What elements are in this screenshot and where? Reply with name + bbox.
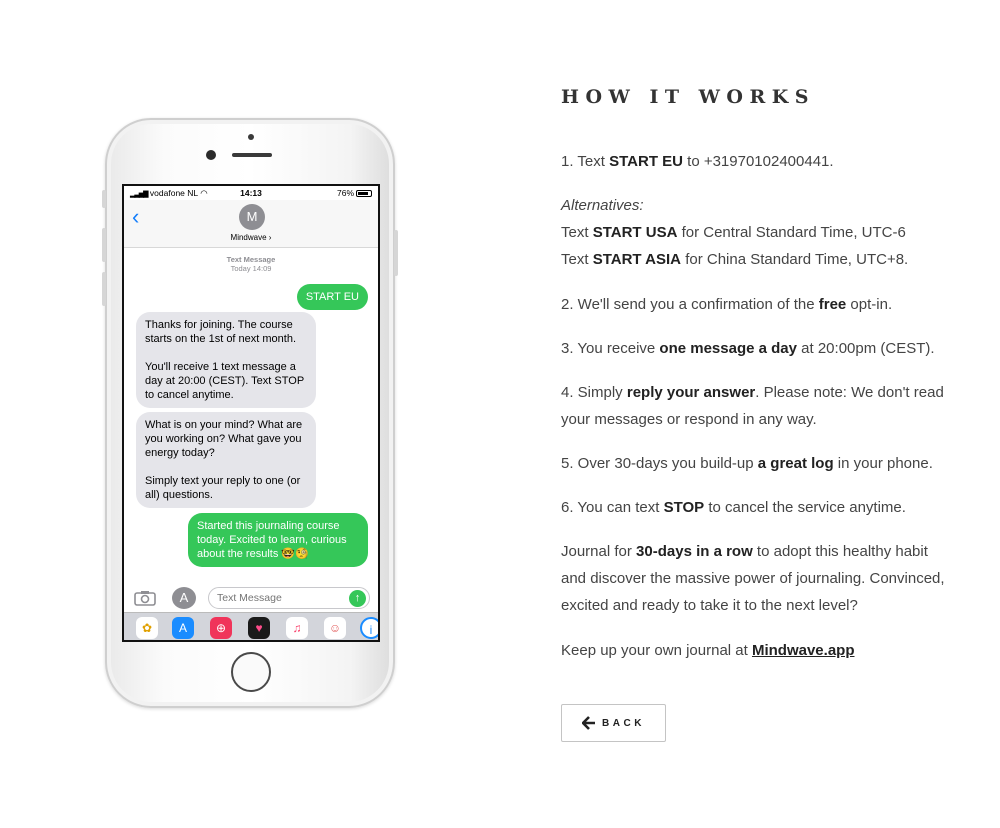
home-button — [231, 652, 271, 692]
mindwave-link[interactable]: Mindwave.app — [751, 642, 855, 659]
step-1: 1. Text START EU to +31970102400441. — [561, 153, 834, 170]
alternatives-label: Alternatives: — [561, 197, 644, 214]
phone-front-camera — [206, 150, 216, 160]
status-bar — [124, 186, 378, 200]
message-bubble-incoming: Thanks for joining. The course starts on the 1st of next month. You'll receive 1 text message a day at 20:00 (CEST). Text STOP to cancel anytime. — [136, 312, 316, 408]
camera-icon[interactable] — [134, 590, 156, 606]
avatar[interactable]: M — [239, 204, 265, 230]
message-thread — [124, 248, 378, 578]
phone-screen — [122, 184, 380, 642]
journal-paragraph: Journal for 30-days in a row to adopt this healthy habit and discover the massive power of journaling. Convinced, excited and ready to take it to the next level? — [561, 543, 945, 614]
search-app-icon[interactable]: ⊕ — [210, 617, 232, 639]
photos-app-icon[interactable]: ✿ — [136, 617, 158, 639]
step-3: 3. You receive one message a day at 20:00pm (CEST). — [561, 340, 935, 357]
arrow-left-icon — [582, 716, 596, 730]
message-bubble-outgoing: Started this journaling course today. Excited to learn, curious about the results 🤓🧐 — [188, 513, 368, 567]
alternatives-block: Alternatives: Text START USA for Central Standard Time, UTC-6 Text START ASIA for China Standard Time, UTC+8. — [561, 197, 909, 268]
phone-volume-up — [102, 228, 106, 262]
digital-touch-icon[interactable]: ♥ — [248, 617, 270, 639]
message-bubble-outgoing: START EU — [297, 284, 368, 310]
battery-indicator: 76% — [337, 188, 372, 198]
page-title: HOW IT WORKS — [561, 86, 816, 108]
imessage-app-tray — [124, 612, 378, 642]
chevron-left-icon[interactable]: ‹ — [132, 204, 140, 229]
messages-header — [124, 200, 378, 248]
message-input-bar — [124, 586, 378, 612]
back-button-label: BACK — [602, 717, 645, 729]
step-6: 6. You can text STOP to cancel the service anytime. — [561, 499, 906, 516]
app-store-icon[interactable]: A — [172, 587, 196, 609]
status-time: 14:13 — [240, 188, 262, 198]
phone-speaker — [232, 153, 272, 157]
send-icon[interactable]: ↑ — [349, 590, 366, 607]
wifi-icon: ◠ — [200, 188, 208, 198]
app-store-app-icon[interactable]: A — [172, 617, 194, 639]
thread-timestamp: Text Message Today 14:09 — [226, 255, 276, 273]
phone-mockup — [105, 118, 395, 708]
step-5: 5. Over 30-days you build-up a great log in your phone. — [561, 455, 933, 472]
step-4: 4. Simply reply your answer. Please note: We don't read your messages or respond in any way. — [561, 384, 944, 428]
music-app-icon[interactable]: ♫ — [286, 617, 308, 639]
phone-mute-switch — [102, 190, 106, 208]
phone-power-button — [394, 230, 398, 276]
phone-sensor — [248, 134, 254, 140]
back-button[interactable] — [561, 704, 666, 742]
contact-name[interactable]: Mindwave › — [230, 233, 272, 242]
info-app-icon[interactable]: i — [360, 617, 380, 639]
signal-icon: ▂▃▅▇ — [130, 191, 148, 198]
message-bubble-incoming: What is on your mind? What are you working on? What gave you energy today? Simply text your reply to one (or all) questions. — [136, 412, 316, 508]
battery-icon — [356, 190, 372, 197]
message-input[interactable] — [208, 587, 370, 609]
step-2: 2. We'll send you a confirmation of the free opt-in. — [561, 296, 893, 313]
keep-up-paragraph: Keep up your own journal at Mindwave.app — [561, 642, 855, 659]
sticker-app-icon[interactable]: ☺ — [324, 617, 346, 639]
chevron-right-icon: › — [268, 233, 272, 242]
carrier-label: ▂▃▅▇ vodafone NL ◠ — [130, 188, 208, 198]
phone-volume-down — [102, 272, 106, 306]
